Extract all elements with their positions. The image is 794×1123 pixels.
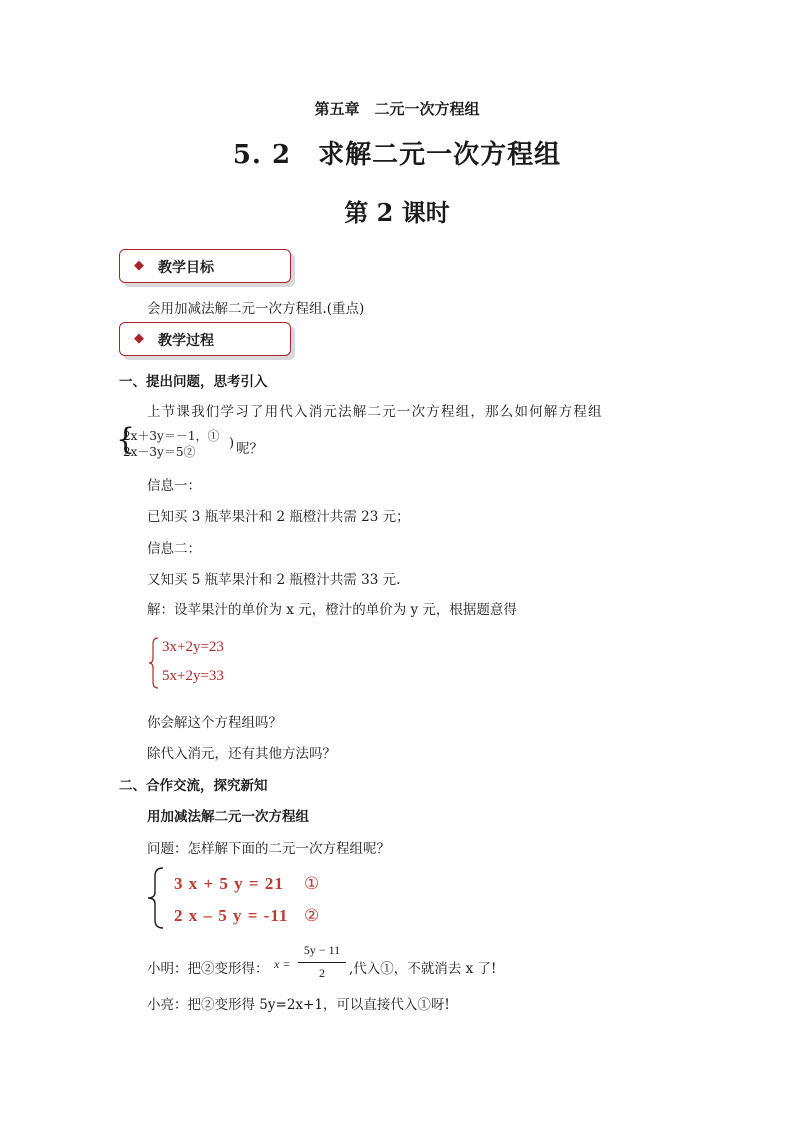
system-line-1: 2x＋3y＝－1，① [123, 429, 220, 443]
info1-text: 已知买 3 瓶苹果汁和 2 瓶橙汁共需 23 元； [147, 509, 410, 525]
xiaoming-prefix: 小明：把②变形得： [147, 961, 269, 977]
section-goal-label: 教学目标 [158, 260, 214, 276]
diamond-icon: ◆ [134, 331, 144, 346]
lesson-period: 第 2 课时 [344, 198, 450, 227]
part2-heading: 二、合作交流，探究新知 [119, 778, 268, 794]
section-process-label: 教学过程 [158, 333, 214, 349]
system-line-2: 2x－3y＝5② [123, 445, 196, 459]
chapter-title: 第五章 二元一次方程组 [314, 100, 480, 118]
system-eq-2: 2 x – 5 y = -11 [174, 906, 289, 925]
eq-2-marker: ② [304, 906, 321, 925]
diamond-icon: ◆ [134, 258, 144, 273]
system-suffix: 呢？ [236, 441, 263, 457]
goal-text: 会用加减法解二元一次方程组.(重点) [147, 301, 365, 317]
system-close: ) [229, 436, 235, 451]
part1-heading: 一、提出问题，思考引入 [119, 374, 268, 390]
info2-label: 信息二： [147, 541, 201, 557]
frac-numerator: 5y − 11 [303, 943, 341, 957]
xiaoming-suffix: ,代入①，不就消去 x 了! [349, 961, 497, 977]
bold-brace [146, 866, 166, 930]
system-eq-1: 3 x + 5 y = 21 [174, 874, 284, 893]
solution-text: 解：设苹果汁的单价为 x 元，橙汁的单价为 y 元，根据题意得 [147, 602, 517, 618]
info2-text: 又知买 5 瓶苹果汁和 2 瓶橙汁共需 33 元. [147, 572, 401, 588]
system-equation-1 [123, 428, 219, 460]
section-goal-box [119, 249, 291, 283]
question-2: 除代入消元，还有其他方法吗？ [147, 746, 336, 762]
frac-denominator: 2 [319, 966, 325, 980]
eq-1-marker: ① [304, 874, 321, 893]
part2-subheading: 用加减法解二元一次方程组 [147, 809, 309, 825]
system-brace: { [116, 422, 136, 457]
part1-intro: 上节课我们学习了用代入消元法解二元一次方程组，那么如何解方程组 [147, 404, 603, 420]
question-1: 你会解这个方程组吗？ [147, 715, 282, 731]
frac-bar [298, 962, 346, 963]
part2-question: 问题：怎样解下面的二元一次方程组呢？ [147, 841, 390, 857]
frac-lhs: x = [274, 957, 291, 971]
section-process-box [119, 322, 291, 356]
info1-label: 信息一： [147, 478, 201, 494]
apple-eq-2: 5x+2y=33 [162, 668, 224, 684]
apple-eq-1: 3x+2y=23 [162, 639, 224, 655]
xiaoliang-text: 小亮：把②变形得 5y=2x+1，可以直接代入①呀! [147, 997, 450, 1013]
red-brace-1 [148, 636, 160, 690]
lesson-title: 5. 2 求解二元一次方程组 [232, 140, 562, 170]
